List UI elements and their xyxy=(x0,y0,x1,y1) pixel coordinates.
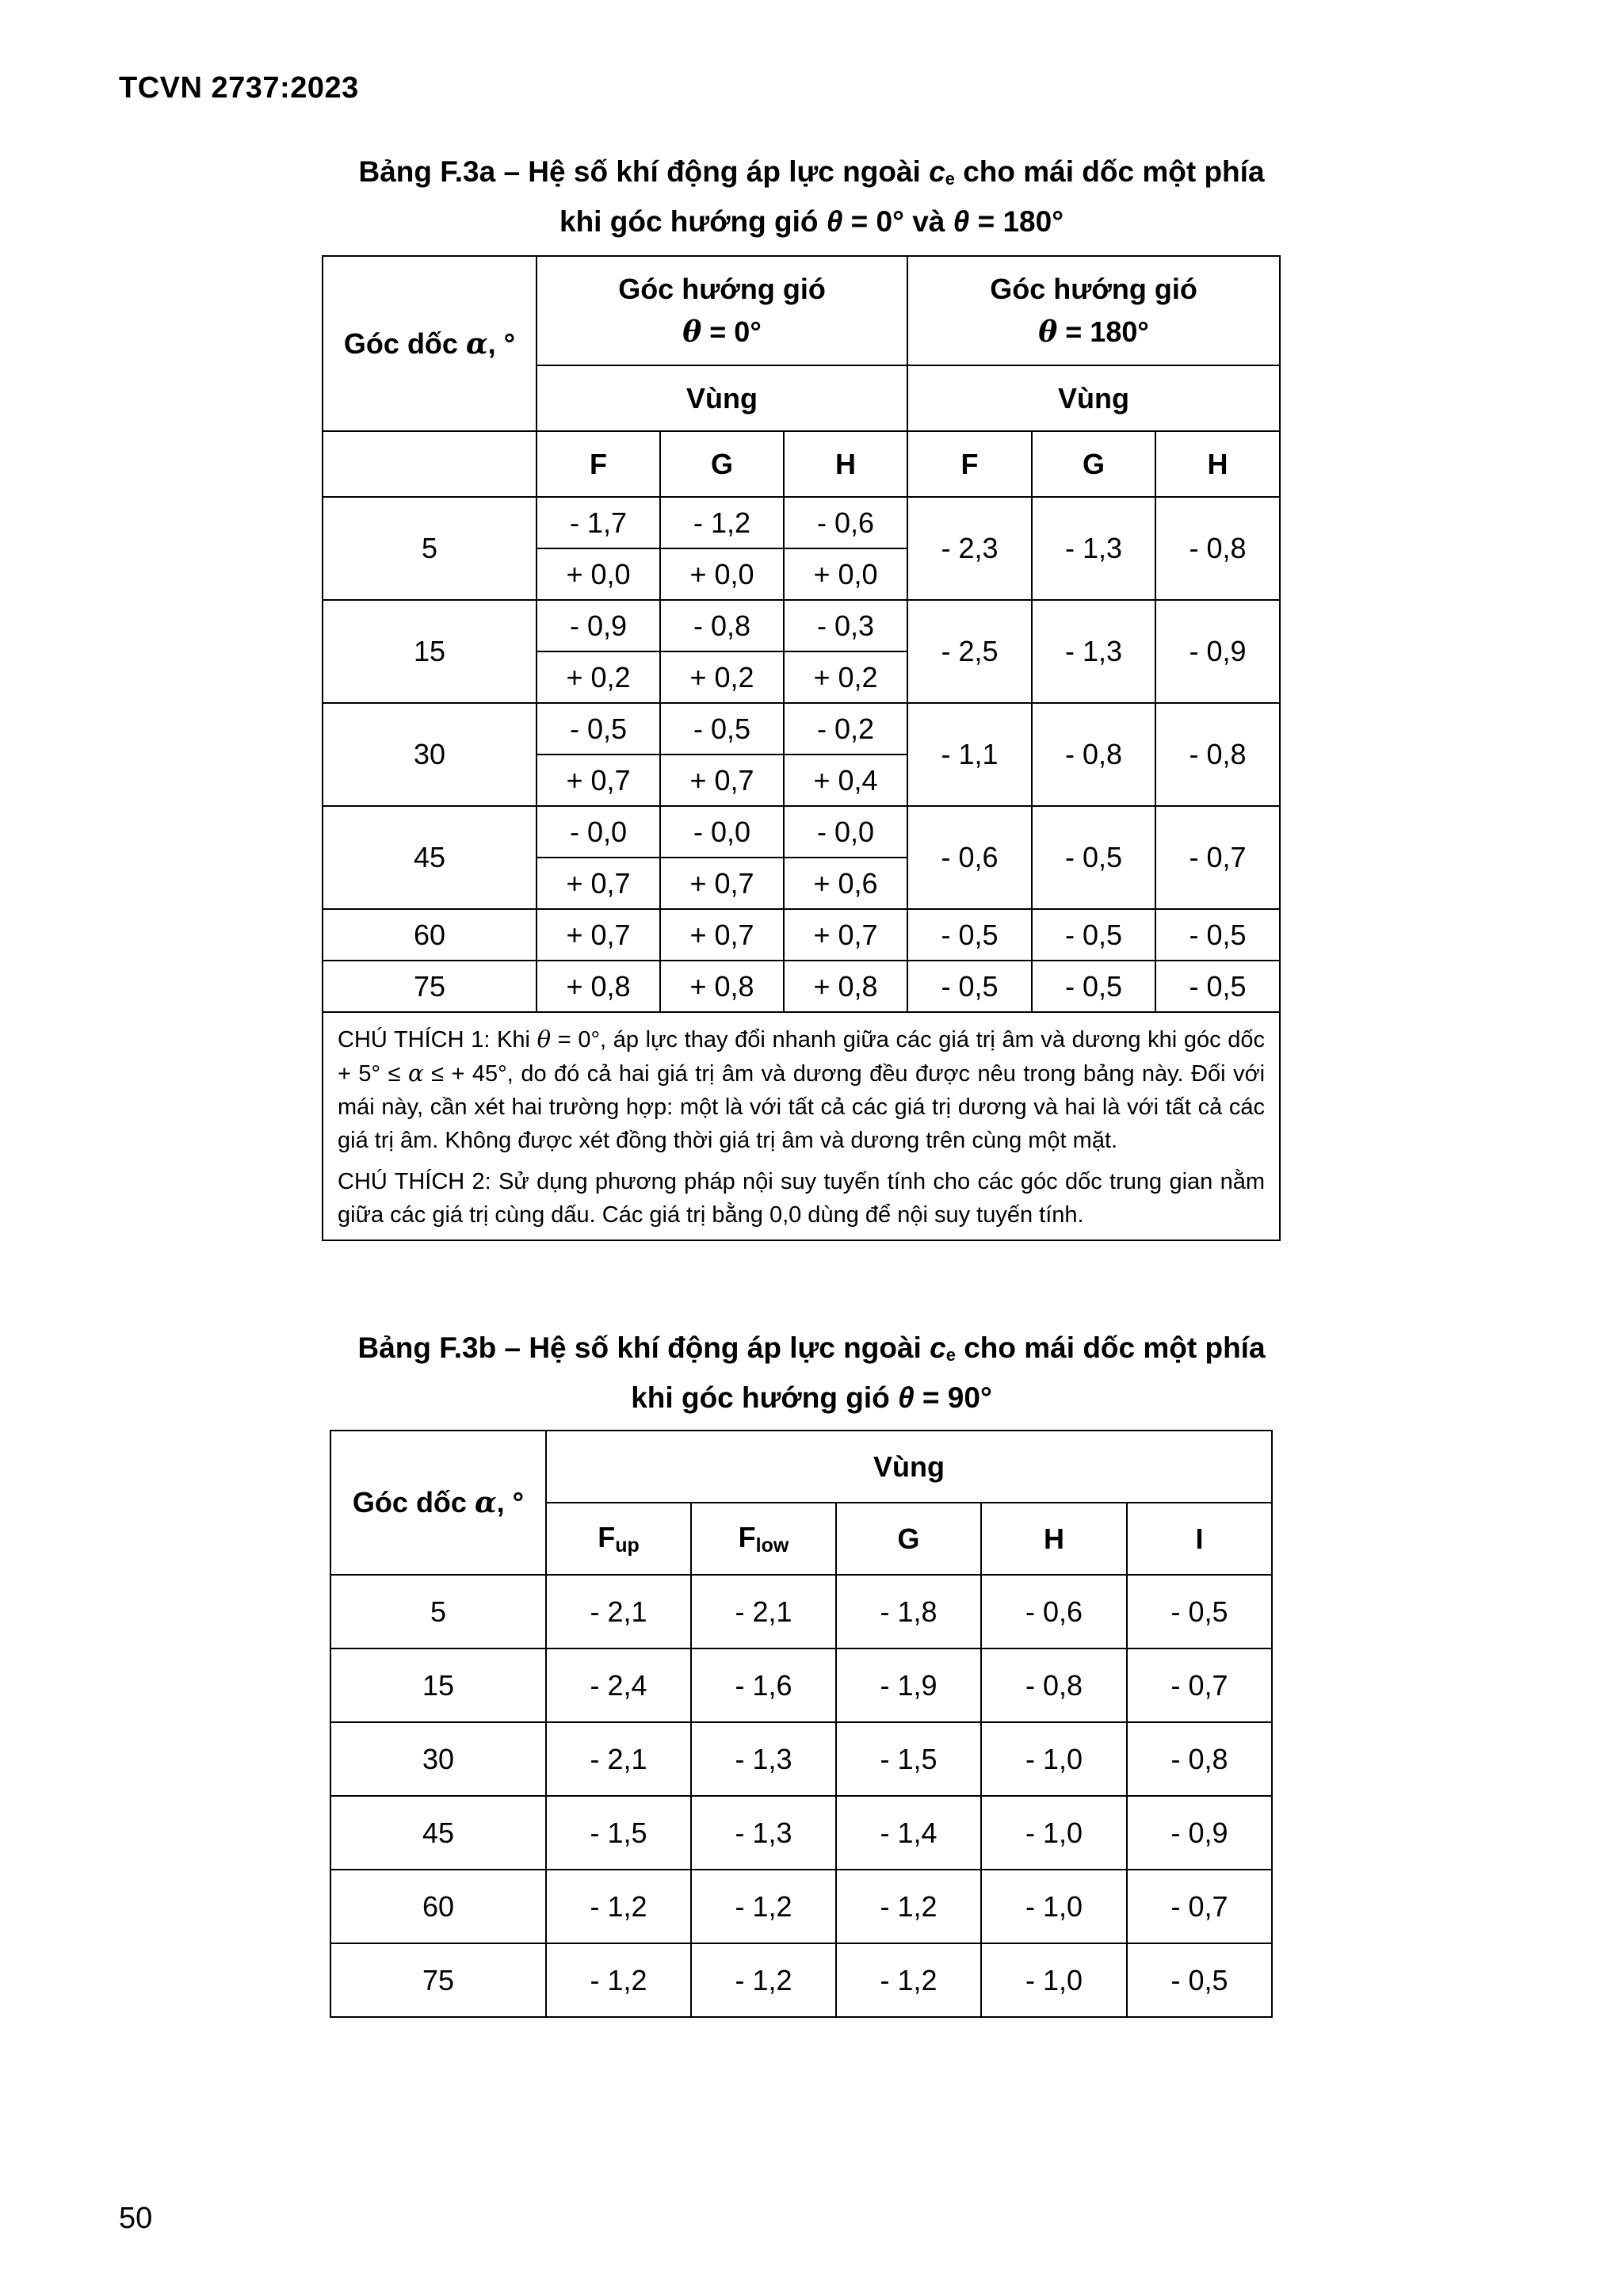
value-cell: - 1,0 xyxy=(981,1943,1127,2017)
value-cell: - 0,5 xyxy=(1032,961,1155,1012)
value-cell: - 1,3 xyxy=(691,1722,836,1796)
value-cell: - 0,8 xyxy=(660,600,784,651)
value-cell: - 1,2 xyxy=(836,1943,981,2017)
table-notes xyxy=(323,1012,1280,1240)
table-row xyxy=(323,806,1280,858)
value-cell: - 0,6 xyxy=(784,497,907,548)
zone-fup-header: $F_{up}$ xyxy=(546,1503,691,1575)
table-row xyxy=(323,909,1280,961)
value-cell: - 0,0 xyxy=(537,806,660,858)
value-cell: - 1,6 xyxy=(691,1648,836,1722)
value-cell: + 0,7 xyxy=(537,909,660,961)
value-cell: - 0,8 xyxy=(981,1648,1127,1722)
table-b-caption xyxy=(0,1327,1623,1419)
wind-angle-180-header: Góc hướng gió θ = 180° xyxy=(907,256,1280,365)
document-code: TCVN 2737:2023 xyxy=(119,71,359,105)
value-cell: - 1,4 xyxy=(836,1796,981,1870)
value-cell: - 0,2 xyxy=(784,703,907,755)
value-cell: - 0,7 xyxy=(1155,806,1280,909)
zone-f-header: F xyxy=(537,431,660,497)
value-cell: + 0,8 xyxy=(660,961,784,1012)
table-f3a xyxy=(322,255,1281,1241)
value-cell: + 0,0 xyxy=(660,548,784,600)
value-cell: - 0,8 xyxy=(1155,497,1280,600)
slope-header: Góc dốc α, ° xyxy=(330,1431,546,1575)
zone-f-header: F xyxy=(907,431,1032,497)
table-f3b xyxy=(330,1430,1273,2018)
caption-subscript: e xyxy=(945,1345,956,1365)
value-cell: + 0,8 xyxy=(784,961,907,1012)
zone-header-180: Vùng xyxy=(907,365,1280,431)
value-cell: + 0,0 xyxy=(784,548,907,600)
value-cell: - 1,3 xyxy=(1032,600,1155,703)
caption-symbol: c xyxy=(930,1331,946,1364)
caption-text: cho mái dốc một phía xyxy=(954,155,1265,188)
value-cell: - 0,7 xyxy=(1127,1648,1272,1722)
slope-cell: 60 xyxy=(323,909,537,961)
value-cell: - 1,1 xyxy=(907,703,1032,806)
value-cell: - 0,9 xyxy=(537,600,660,651)
caption-text: Bảng F.3a – Hệ số khí động áp lực ngoài xyxy=(358,155,930,188)
table-a-caption xyxy=(0,151,1623,243)
value-cell: + 0,4 xyxy=(784,755,907,806)
table-row xyxy=(323,703,1280,755)
value-cell: - 1,3 xyxy=(691,1796,836,1870)
page-number: 50 xyxy=(119,2202,153,2235)
value-cell: - 1,0 xyxy=(981,1722,1127,1796)
table-row xyxy=(330,1575,1272,1648)
slope-cell: 15 xyxy=(323,600,537,703)
value-cell: - 0,5 xyxy=(1155,961,1280,1012)
value-cell: + 0,2 xyxy=(537,651,660,703)
caption-symbol: c xyxy=(929,155,945,188)
value-cell: - 0,5 xyxy=(1127,1575,1272,1648)
caption-text: = 90° xyxy=(914,1381,992,1414)
slope-header: Góc dốc α, ° xyxy=(323,256,537,431)
value-cell: - 0,5 xyxy=(1155,909,1280,961)
zone-h-header: H xyxy=(1155,431,1280,497)
value-cell: - 2,3 xyxy=(907,497,1032,600)
value-cell: - 1,2 xyxy=(691,1870,836,1943)
value-cell: - 1,7 xyxy=(537,497,660,548)
table-row xyxy=(330,1796,1272,1870)
value-cell: - 0,5 xyxy=(1032,909,1155,961)
value-cell: - 0,5 xyxy=(907,961,1032,1012)
note-1: CHÚ THÍCH 1: Khi θ = 0°, áp lực thay đổi nhanh giữa các giá trị âm và dương khi góc dốc + 5° ≤ α ≤ + 45°, do đó cả hai giá trị âm và dương đều được nêu trong bảng này. Đối với mái này, cần xét hai trường hợp: một là với tất cả các giá trị dương và hai là với tất cả các giá trị âm. Không được xét đồng thời giá trị âm và dương trên cùng một mặt. xyxy=(338,1026,1266,1153)
zone-header: Vùng xyxy=(546,1431,1272,1503)
caption-text: cho mái dốc một phía xyxy=(955,1331,1266,1364)
value-cell: - 0,5 xyxy=(537,703,660,755)
zone-h-header: H xyxy=(981,1503,1127,1575)
zone-flow-header: $F_{low}$ xyxy=(691,1503,836,1575)
slope-cell: 30 xyxy=(330,1722,546,1796)
table-row xyxy=(330,1722,1272,1796)
caption-text: khi góc hướng gió xyxy=(559,205,827,238)
value-cell: + 0,7 xyxy=(660,909,784,961)
value-cell: + 0,2 xyxy=(660,651,784,703)
caption-symbol: θ xyxy=(897,1381,915,1414)
value-cell: + 0,7 xyxy=(784,909,907,961)
value-cell: + 0,7 xyxy=(537,755,660,806)
value-cell: + 0,2 xyxy=(784,651,907,703)
value-cell: - 0,8 xyxy=(1155,703,1280,806)
value-cell: - 0,5 xyxy=(1032,806,1155,909)
value-cell: - 0,5 xyxy=(907,909,1032,961)
slope-cell: 75 xyxy=(330,1943,546,2017)
slope-cell: 45 xyxy=(323,806,537,909)
value-cell: - 1,0 xyxy=(981,1870,1127,1943)
value-cell: - 2,1 xyxy=(546,1722,691,1796)
value-cell: - 0,0 xyxy=(784,806,907,858)
value-cell: + 0,7 xyxy=(660,858,784,909)
value-cell: + 0,0 xyxy=(537,548,660,600)
zone-h-header: H xyxy=(784,431,907,497)
value-cell: + 0,6 xyxy=(784,858,907,909)
table-row xyxy=(330,1943,1272,2017)
value-cell: - 0,0 xyxy=(660,806,784,858)
value-cell: - 1,2 xyxy=(836,1870,981,1943)
slope-cell: 15 xyxy=(330,1648,546,1722)
value-cell: - 1,5 xyxy=(546,1796,691,1870)
note-2: CHÚ THÍCH 2: Sử dụng phương pháp nội suy tuyến tính cho các góc dốc trung gian nằm giữa các giá trị cùng dấu. Các giá trị bằng 0,0 dùng để nội suy tuyến tính. xyxy=(338,1169,1266,1228)
table-row xyxy=(330,1648,1272,1722)
table-row xyxy=(323,600,1280,651)
value-cell: + 0,7 xyxy=(537,858,660,909)
table-row xyxy=(323,961,1280,1012)
caption-text: = 180° xyxy=(969,205,1064,238)
value-cell: + 0,7 xyxy=(660,755,784,806)
caption-symbol: θ xyxy=(953,205,970,238)
value-cell: - 1,5 xyxy=(836,1722,981,1796)
zone-header-0: Vùng xyxy=(537,365,907,431)
value-cell: - 1,8 xyxy=(836,1575,981,1648)
value-cell: - 0,6 xyxy=(907,806,1032,909)
caption-text: khi góc hướng gió xyxy=(631,1381,898,1414)
value-cell: - 0,5 xyxy=(660,703,784,755)
zone-i-header: I xyxy=(1127,1503,1272,1575)
value-cell: - 0,8 xyxy=(1127,1722,1272,1796)
value-cell: - 1,2 xyxy=(546,1870,691,1943)
slope-cell: 60 xyxy=(330,1870,546,1943)
value-cell: - 0,8 xyxy=(1032,703,1155,806)
slope-cell: 75 xyxy=(323,961,537,1012)
table-row xyxy=(323,497,1280,548)
value-cell: - 0,5 xyxy=(1127,1943,1272,2017)
value-cell: - 0,3 xyxy=(784,600,907,651)
value-cell: - 1,0 xyxy=(981,1796,1127,1870)
caption-text: Bảng F.3b – Hệ số khí động áp lực ngoài xyxy=(357,1331,930,1364)
value-cell: - 1,2 xyxy=(546,1943,691,2017)
value-cell: - 1,2 xyxy=(660,497,784,548)
wind-angle-0-header: Góc hướng gió θ = 0° xyxy=(537,256,907,365)
slope-cell: 45 xyxy=(330,1796,546,1870)
value-cell: - 0,6 xyxy=(981,1575,1127,1648)
value-cell: + 0,8 xyxy=(537,961,660,1012)
value-cell: - 2,4 xyxy=(546,1648,691,1722)
table-row xyxy=(330,1870,1272,1943)
value-cell: - 2,1 xyxy=(546,1575,691,1648)
value-cell: - 2,5 xyxy=(907,600,1032,703)
caption-subscript: e xyxy=(945,169,955,189)
value-cell: - 2,1 xyxy=(691,1575,836,1648)
zone-g-header: G xyxy=(1032,431,1155,497)
value-cell: - 0,7 xyxy=(1127,1870,1272,1943)
caption-text: = 0° và xyxy=(842,205,953,238)
value-cell: - 0,9 xyxy=(1155,600,1280,703)
slope-cell: 5 xyxy=(330,1575,546,1648)
zone-g-header: G xyxy=(836,1503,981,1575)
value-cell: - 0,9 xyxy=(1127,1796,1272,1870)
slope-cell: 30 xyxy=(323,703,537,806)
slope-cell: 5 xyxy=(323,497,537,600)
caption-symbol: θ xyxy=(826,205,843,238)
value-cell: - 1,3 xyxy=(1032,497,1155,600)
value-cell: - 1,9 xyxy=(836,1648,981,1722)
zone-g-header: G xyxy=(660,431,784,497)
value-cell: - 1,2 xyxy=(691,1943,836,2017)
